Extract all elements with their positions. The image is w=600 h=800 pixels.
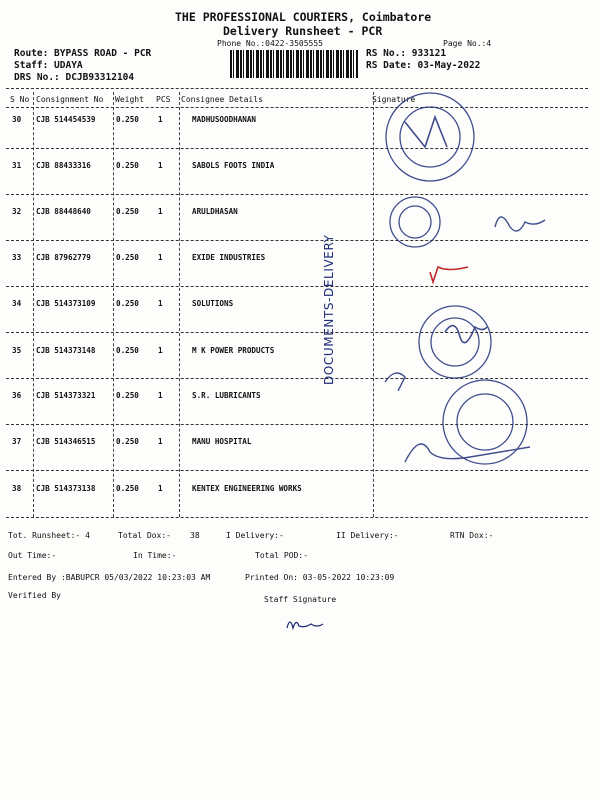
row-pcs: 1 bbox=[158, 484, 163, 493]
i-delivery: I Delivery:- bbox=[226, 531, 284, 540]
row-consignee: S.R. LUBRICANTS bbox=[192, 391, 261, 400]
row-consignment: CJB 514373138 bbox=[36, 484, 96, 493]
staff: Staff: UDAYA bbox=[14, 60, 83, 71]
col-consignee: Consignee Details bbox=[181, 95, 263, 104]
row-weight: 0.250 bbox=[116, 484, 139, 493]
total-dox-value: 38 bbox=[190, 531, 200, 540]
row-weight: 0.250 bbox=[116, 161, 139, 170]
row-sno: 36 bbox=[12, 391, 22, 400]
row-consignee: MADHUSOODHANAN bbox=[192, 115, 257, 124]
row-consignment: CJB 88433316 bbox=[36, 161, 91, 170]
row-sno: 31 bbox=[12, 161, 22, 170]
total-runsheet: Tot. Runsheet:- 4 bbox=[8, 531, 90, 540]
out-time: Out Time:- bbox=[8, 551, 57, 560]
row-consignee: MANU HOSPITAL bbox=[192, 437, 252, 446]
row-consignee: SABOLS FOOTS INDIA bbox=[192, 161, 275, 170]
in-time: In Time:- bbox=[133, 551, 177, 560]
col-divider bbox=[113, 92, 114, 517]
col-weight: Weight bbox=[115, 95, 144, 104]
row-pcs: 1 bbox=[158, 115, 163, 124]
row-sno: 35 bbox=[12, 346, 22, 355]
col-divider bbox=[373, 92, 374, 517]
rtn-dox: RTN Dox:- bbox=[450, 531, 494, 540]
row-sno: 32 bbox=[12, 207, 22, 216]
col-divider bbox=[33, 92, 34, 517]
row-consignment: CJB 88448640 bbox=[36, 207, 91, 216]
barcode bbox=[230, 50, 358, 78]
page-number: Page No.:4 bbox=[443, 39, 492, 48]
row-weight: 0.250 bbox=[116, 253, 139, 262]
row-sno: 30 bbox=[12, 115, 22, 124]
col-sno: S No bbox=[10, 95, 30, 104]
total-pod: Total POD:- bbox=[255, 551, 308, 560]
entered-by: Entered By :BABUPCR 05/03/2022 10:23:03 AM bbox=[8, 573, 211, 582]
row-pcs: 1 bbox=[158, 161, 163, 170]
row-weight: 0.250 bbox=[116, 115, 139, 124]
total-dox-label: Total Dox:- bbox=[118, 531, 171, 540]
col-consignment: Consignment No bbox=[36, 95, 104, 104]
route: Route: BYPASS ROAD - PCR bbox=[14, 48, 152, 59]
row-sno: 33 bbox=[12, 253, 22, 262]
drs-number: DRS No.: DCJB93312104 bbox=[14, 72, 135, 83]
row-pcs: 1 bbox=[158, 253, 163, 262]
verified-by: Verified By bbox=[8, 591, 61, 600]
row-pcs: 1 bbox=[158, 207, 163, 216]
rs-number: RS No.: 933121 bbox=[366, 48, 447, 59]
row-consignee: SOLUTIONS bbox=[192, 299, 234, 308]
ii-delivery: II Delivery:- bbox=[336, 531, 399, 540]
row-pcs: 1 bbox=[158, 391, 163, 400]
header-top-rule bbox=[6, 88, 588, 89]
col-signature: Signature bbox=[372, 95, 416, 104]
phone-number: Phone No.:0422-3505555 bbox=[217, 39, 323, 48]
row-consignment: CJB 87962779 bbox=[36, 253, 91, 262]
row-sno: 37 bbox=[12, 437, 22, 446]
company-title: THE PROFESSIONAL COURIERS, Coimbatore bbox=[175, 10, 432, 24]
row-weight: 0.250 bbox=[116, 437, 139, 446]
row-consignment: CJB 514373321 bbox=[36, 391, 96, 400]
staff-signature-label: Staff Signature bbox=[264, 595, 337, 604]
row-consignment: CJB 514373109 bbox=[36, 299, 96, 308]
row-consignee: KENTEX ENGINEERING WORKS bbox=[192, 484, 302, 493]
row-consignee: M K POWER PRODUCTS bbox=[192, 346, 275, 355]
doc-title: Delivery Runsheet - PCR bbox=[223, 24, 383, 38]
row-weight: 0.250 bbox=[116, 391, 139, 400]
row-consignment: CJB 514373148 bbox=[36, 346, 96, 355]
row-pcs: 1 bbox=[158, 437, 163, 446]
row-pcs: 1 bbox=[158, 299, 163, 308]
row-sno: 34 bbox=[12, 299, 22, 308]
rs-date: RS Date: 03-May-2022 bbox=[366, 60, 481, 71]
row-pcs: 1 bbox=[158, 346, 163, 355]
documents-delivery-stamp: DOCUMENTS-DELIVERY bbox=[322, 234, 336, 385]
row-consignment: CJB 514346515 bbox=[36, 437, 96, 446]
row-weight: 0.250 bbox=[116, 299, 139, 308]
row-consignee: ARULDHASAN bbox=[192, 207, 238, 216]
row-sno: 38 bbox=[12, 484, 22, 493]
col-pcs: PCS bbox=[156, 95, 171, 104]
row-weight: 0.250 bbox=[116, 346, 139, 355]
row-weight: 0.250 bbox=[116, 207, 139, 216]
col-divider bbox=[179, 92, 180, 517]
staff-signature-scribble bbox=[284, 612, 334, 634]
row-consignment: CJB 514454539 bbox=[36, 115, 96, 124]
printed-on: Printed On: 03-05-2022 10:23:09 bbox=[245, 573, 395, 582]
row-consignee: EXIDE INDUSTRIES bbox=[192, 253, 266, 262]
stamps-and-signatures bbox=[375, 92, 590, 522]
